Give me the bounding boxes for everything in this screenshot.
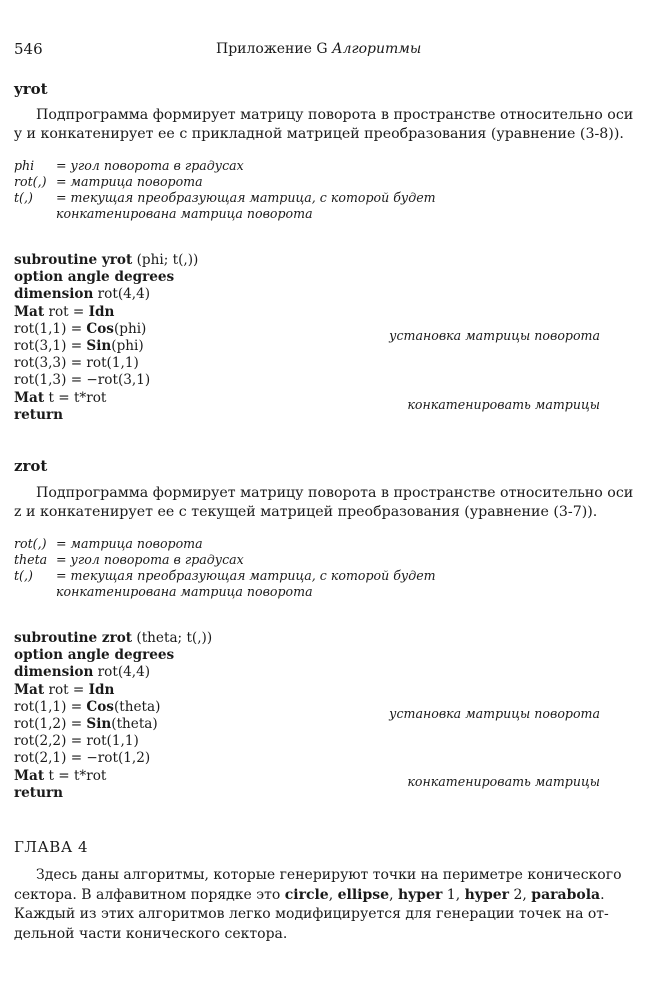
code-line: return xyxy=(14,784,64,801)
chapter4-line-algorithms: сектора. В алфавитном порядке это circle, ellipse, hyper 1, hyper 2, parabola. xyxy=(14,886,605,903)
algo-circle: circle xyxy=(284,886,329,903)
running-title xyxy=(216,41,421,57)
yrot-def-text: = текущая преобразующая матрица, с которой будет xyxy=(56,190,436,205)
code-line: Mat t = t*rot xyxy=(14,767,107,784)
code-line: Mat rot = Idn xyxy=(14,303,115,320)
zrot-def-row xyxy=(14,552,244,567)
code-line: dimension rot(4,4) xyxy=(14,664,151,681)
yrot-code-block xyxy=(14,252,198,424)
page-number: 546 xyxy=(14,40,43,58)
zrot-def-row xyxy=(14,584,313,599)
chapter4-paragraph xyxy=(14,866,622,944)
code-line: rot(3,3) = rot(1,1) xyxy=(14,355,139,372)
zrot-description xyxy=(14,484,634,522)
zrot-desc-line-2: z и конкатенирует ее с текущей матрицей преобразования (уравнение (3-7)). xyxy=(14,504,598,520)
yrot-comment-concat: конкатенировать матрицы xyxy=(407,397,600,412)
running-title-italic: Алгоритмы xyxy=(332,41,422,57)
zrot-comment-set-matrix: установка матрицы поворота xyxy=(389,706,600,721)
section-heading-yrot: yrot xyxy=(14,80,48,98)
yrot-def-text: = угол поворота в градусах xyxy=(56,158,244,173)
chapter-heading: ГЛАВА 4 xyxy=(14,838,89,856)
zrot-def-var: rot(,) xyxy=(14,536,47,551)
running-title-prefix: Приложение G xyxy=(216,41,328,57)
algo-ellipse: ellipse xyxy=(337,886,390,903)
yrot-def-var: phi xyxy=(14,158,35,173)
zrot-def-text: конкатенирована матрица поворота xyxy=(56,584,313,599)
code-line: dimension rot(4,4) xyxy=(14,286,151,303)
algo-parabola: parabola xyxy=(531,886,601,903)
algo-hyper1: hyper xyxy=(397,886,443,903)
section-heading-zrot: zrot xyxy=(14,457,48,475)
yrot-def-text: = матрица поворота xyxy=(56,174,203,189)
code-line: option angle degrees xyxy=(14,647,175,664)
chapter4-line: Каждый из этих алгоритмов легко модифицируется для генерации точек на от- xyxy=(14,906,609,922)
yrot-def-var: rot(,) xyxy=(14,174,47,189)
zrot-def-row xyxy=(14,536,203,551)
yrot-def-row xyxy=(14,174,203,189)
yrot-comment-set-matrix: установка матрицы поворота xyxy=(389,328,600,343)
code-line: rot(1,1) = Cos(theta) xyxy=(14,698,161,715)
code-line: subroutine yrot (phi; t(,)) xyxy=(14,252,199,268)
code-line: Mat rot = Idn xyxy=(14,681,115,698)
code-line: Mat t = t*rot xyxy=(14,389,107,406)
chapter4-line: Здесь даны алгоритмы, которые генерируют точки на периметре конического xyxy=(36,867,622,883)
zrot-desc-line-1: Подпрограмма формирует матрицу поворота в пространстве относительно оси xyxy=(36,485,634,501)
code-line: rot(1,1) = Cos(phi) xyxy=(14,320,147,337)
zrot-def-text: = текущая преобразующая матрица, с которой будет xyxy=(56,568,436,583)
code-line: rot(2,1) = −rot(1,2) xyxy=(14,750,151,767)
code-line: rot(1,2) = Sin(theta) xyxy=(14,716,158,733)
chapter4-line: дельной части конического сектора. xyxy=(14,925,288,942)
yrot-def-row xyxy=(14,158,244,173)
zrot-def-text: = угол поворота в градусах xyxy=(56,552,244,567)
yrot-def-text: конкатенирована матрица поворота xyxy=(56,206,313,221)
yrot-desc-line-1: Подпрограмма формирует матрицу поворота в пространстве относительно оси xyxy=(36,107,634,123)
algo-hyper2: hyper xyxy=(464,886,510,903)
yrot-desc-line-2: y и конкатенирует ее с прикладной матрицей преобразования (уравнение (3-8)). xyxy=(14,126,624,142)
zrot-code-block xyxy=(14,630,212,802)
zrot-def-row xyxy=(14,568,436,583)
code-line: subroutine zrot (theta; t(,)) xyxy=(14,630,213,646)
zrot-def-var: t(,) xyxy=(14,568,33,583)
code-line: rot(2,2) = rot(1,1) xyxy=(14,733,139,750)
yrot-def-var: t(,) xyxy=(14,190,33,205)
yrot-def-row xyxy=(14,190,436,205)
zrot-comment-concat: конкатенировать матрицы xyxy=(407,774,600,789)
code-line: rot(1,3) = −rot(3,1) xyxy=(14,372,151,389)
code-line: return xyxy=(14,406,64,423)
yrot-def-row xyxy=(14,206,313,221)
yrot-description xyxy=(14,106,634,144)
code-line: rot(3,1) = Sin(phi) xyxy=(14,338,144,355)
code-line: option angle degrees xyxy=(14,269,175,286)
zrot-def-var: theta xyxy=(14,552,48,567)
zrot-def-text: = матрица поворота xyxy=(56,536,203,551)
